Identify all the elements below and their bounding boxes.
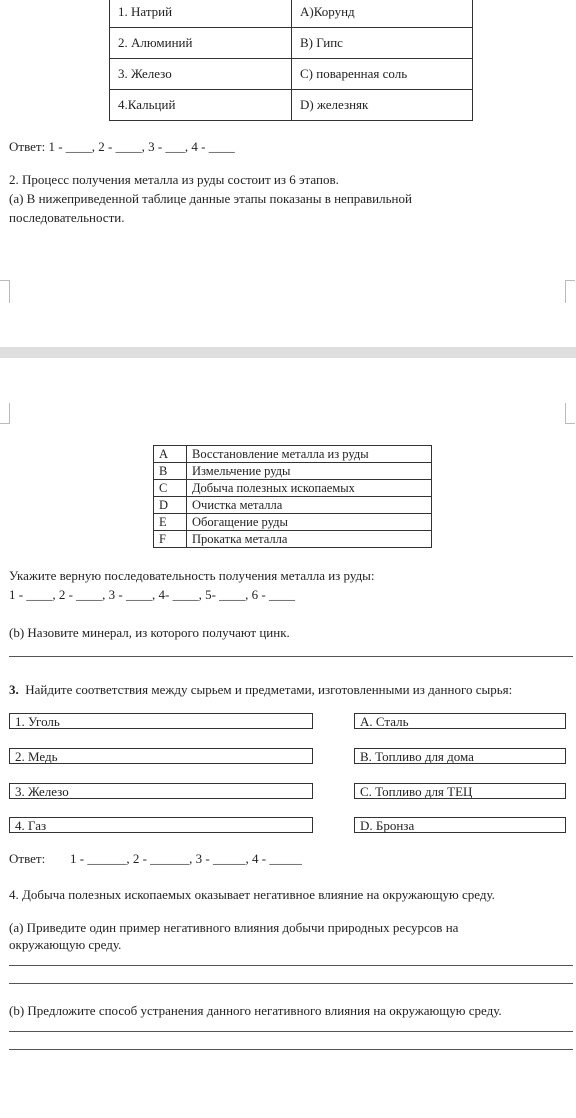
table-cell: 1. Натрий xyxy=(110,0,292,28)
table-cell: C) поваренная соль xyxy=(292,59,473,90)
page-corner-mark xyxy=(0,403,10,424)
table-cell: 3. Железо xyxy=(110,59,292,90)
table-cell: 2. Алюминий xyxy=(110,28,292,59)
table-row xyxy=(154,463,432,480)
answer-line[interactable] xyxy=(9,983,573,984)
table-cell: 4.Кальций xyxy=(110,90,292,121)
answer-line[interactable] xyxy=(9,965,573,966)
matching-table-elements xyxy=(109,0,473,121)
question-2-text: 2. Процесс получения металла из руды состоит из 6 этапов. xyxy=(9,172,339,187)
table-cell: D) железняк xyxy=(292,90,473,121)
step-text: Обогащение руды xyxy=(187,514,432,531)
question-4a-text-cont: окружающую среду. xyxy=(9,937,122,952)
question-2a-text: (a) В нижеприведенной таблице данные этапы показаны в неправильной xyxy=(9,191,412,206)
sequence-prompt: Укажите верную последовательность получения металла из руды: xyxy=(9,568,375,583)
answer-line[interactable] xyxy=(9,1049,573,1050)
match-right-item: B. Топливо для дома xyxy=(354,748,566,764)
step-text: Измельчение руды xyxy=(187,463,432,480)
table-row xyxy=(110,0,473,28)
answer-line[interactable] xyxy=(9,656,573,657)
question-4b-text: (b) Предложите способ устранения данного негативного влияния на окружающую среду. xyxy=(9,1003,502,1018)
match-right-item: C. Топливо для ТЕЦ xyxy=(354,783,566,799)
match-left-item: 4. Газ xyxy=(9,817,313,833)
table-cell: A)Корунд xyxy=(292,0,473,28)
match-right-item: A. Сталь xyxy=(354,713,566,729)
step-key: C xyxy=(154,480,187,497)
table-row xyxy=(154,480,432,497)
page-corner-mark xyxy=(0,280,10,303)
match-left-item: 1. Уголь xyxy=(9,713,313,729)
question-2a-text-cont: последовательности. xyxy=(9,210,125,225)
table-row xyxy=(110,90,473,121)
page-break xyxy=(0,347,576,358)
sequence-answer-blanks: 1 - ____, 2 - ____, 3 - ____, 4- ____, 5- ____, 6 - ____ xyxy=(9,587,295,602)
question-3-body: Найдите соответствия между сырьем и предметами, изготовленными из данного сырья: xyxy=(25,682,513,697)
step-key: F xyxy=(154,531,187,548)
question-2b-text: (b) Назовите минерал, из которого получают цинк. xyxy=(9,625,290,640)
table-row xyxy=(110,59,473,90)
process-steps-table xyxy=(153,445,432,548)
question-number: 3. xyxy=(9,682,19,697)
step-key: A xyxy=(154,446,187,463)
table-cell: B) Гипс xyxy=(292,28,473,59)
step-text: Добыча полезных ископаемых xyxy=(187,480,432,497)
page-corner-mark xyxy=(565,403,575,424)
step-key: B xyxy=(154,463,187,480)
answer-label: Ответ: xyxy=(9,851,46,866)
table-row xyxy=(154,531,432,548)
question-4-text: 4. Добыча полезных ископаемых оказывает негативное влияние на окружающую среду. xyxy=(9,887,495,902)
table-row xyxy=(154,446,432,463)
step-text: Прокатка металла xyxy=(187,531,432,548)
page-corner-mark xyxy=(565,280,575,303)
step-text: Восстановление металла из руды xyxy=(187,446,432,463)
step-key: E xyxy=(154,514,187,531)
step-key: D xyxy=(154,497,187,514)
table-row xyxy=(154,497,432,514)
match-right-item: D. Бронза xyxy=(354,817,566,833)
match-left-item: 2. Медь xyxy=(9,748,313,764)
table-row xyxy=(110,28,473,59)
answer-blanks: 1 - ______, 2 - ______, 3 - _____, 4 - _____ xyxy=(70,851,302,866)
table-row xyxy=(154,514,432,531)
answer-line-1: Ответ: 1 - ____, 2 - ____, 3 - ___, 4 - ____ xyxy=(9,139,235,154)
question-3-text xyxy=(9,682,512,698)
match-left-item: 3. Железо xyxy=(9,783,313,799)
step-text: Очистка металла xyxy=(187,497,432,514)
answer-line[interactable] xyxy=(9,1031,573,1032)
question-4a-text: (a) Приведите один пример негативного влияния добычи природных ресурсов на xyxy=(9,920,459,935)
